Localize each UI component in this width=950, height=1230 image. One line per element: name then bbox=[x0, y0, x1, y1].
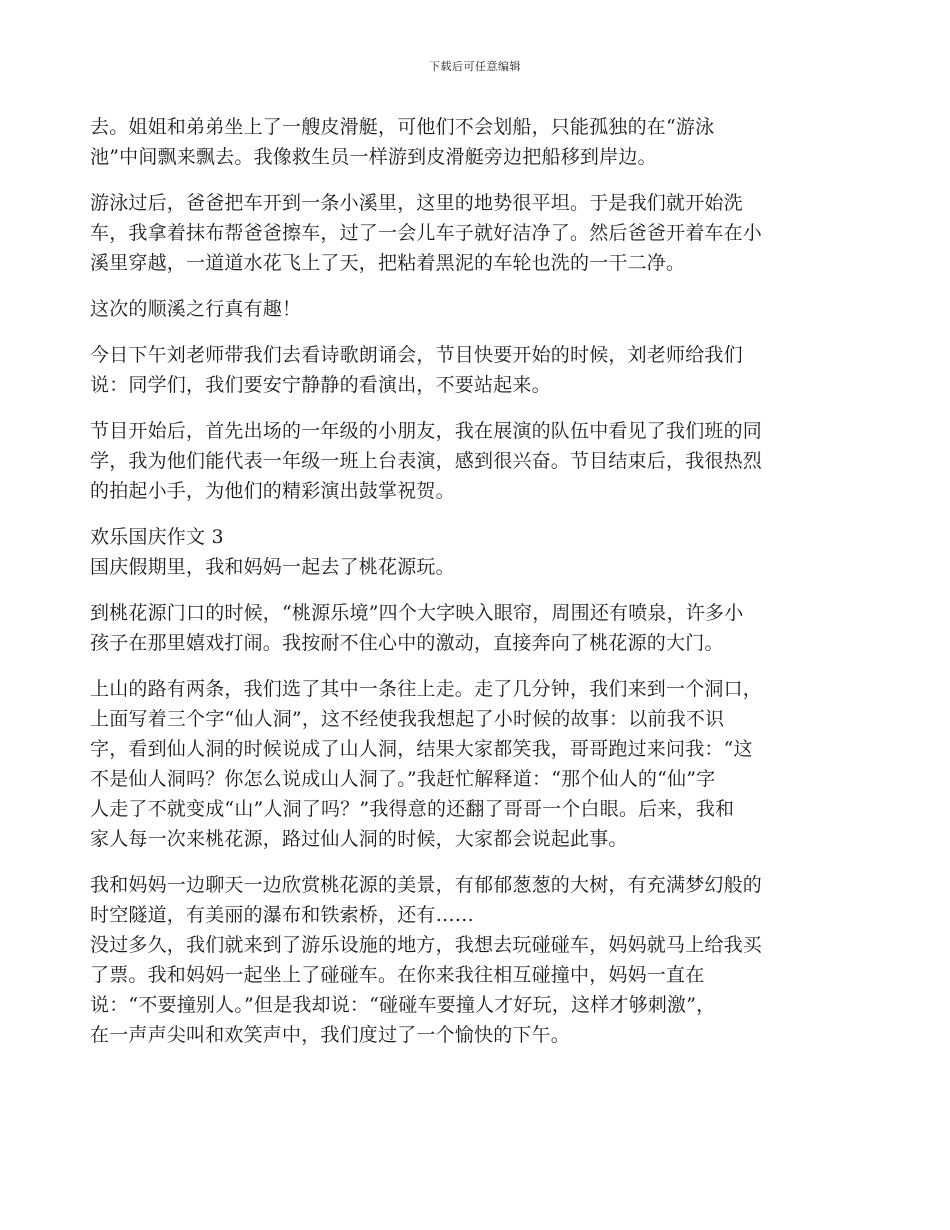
text-line: 溪里穿越，一道道水花飞上了天，把粘着黑泥的车轮也洗的一干二净。 bbox=[90, 252, 686, 274]
paragraph bbox=[90, 674, 865, 854]
text-line: 游泳过后，爸爸把车开到一条小溪里，这里的地势很平坦。于是我们就开始洗 bbox=[90, 192, 743, 214]
text-line: 池”中间飘来飘去。我像救生员一样游到皮滑艇旁边把船移到岸边。 bbox=[90, 146, 657, 168]
text-line: 我和妈妈一边聊天一边欣赏桃花源的美景，有郁郁葱葱的大树，有充满梦幻般的 bbox=[90, 874, 763, 896]
paragraph bbox=[90, 416, 865, 506]
text-line: 孩子在那里嬉戏打闹。我按耐不住心中的激动，直接奔向了桃花源的大门。 bbox=[90, 632, 724, 654]
text-line: 字，看到仙人洞的时候说成了山人洞，结果大家都笑我，哥哥跑过来问我：“这 bbox=[90, 738, 753, 760]
text-line: 说：同学们，我们要安宁静静的看演出，不要站起来。 bbox=[90, 374, 551, 396]
text-line: 去。姐姐和弟弟坐上了一艘皮滑艇，可他们不会划船，只能孤独的在“游泳 bbox=[90, 116, 715, 138]
text-line: 家人每一次来桃花源，路过仙人洞的时候，大家都会说起此事。 bbox=[90, 828, 628, 850]
page-header: 下载后可任意编辑 bbox=[429, 60, 521, 73]
paragraph bbox=[90, 598, 865, 658]
text-line: 不是仙人洞吗？你怎么说成山人洞了。”我赶忙解释道：“那个仙人的“仙”字 bbox=[90, 768, 716, 790]
text-line: 上山的路有两条，我们选了其中一条往上走。走了几分钟，我们来到一个洞口， bbox=[90, 678, 763, 700]
paragraph bbox=[90, 188, 865, 278]
paragraph bbox=[90, 930, 865, 1050]
paragraph bbox=[90, 522, 865, 552]
text-line: 的拍起小手，为他们的精彩演出鼓掌祝贺。 bbox=[90, 480, 455, 502]
text-line: 了票。我和妈妈一起坐上了碰碰车。在你来我往相互碰撞中，妈妈一直在 bbox=[90, 964, 705, 986]
text-line: 学，我为他们能代表一年级一班上台表演，感到很兴奋。节目结束后，我很热烈 bbox=[90, 450, 763, 472]
document-body bbox=[90, 112, 865, 1066]
text-line: 在一声声尖叫和欢笑声中，我们度过了一个愉快的下午。 bbox=[90, 1024, 571, 1046]
text-line: 今日下午刘老师带我们去看诗歌朗诵会，节目快要开始的时候，刘老师给我们 bbox=[90, 344, 743, 366]
text-line: 车，我拿着抹布帮爸爸擦车，过了一会儿车子就好洁净了。然后爸爸开着车在小 bbox=[90, 222, 763, 244]
paragraph bbox=[90, 870, 865, 930]
text-line: 人走了不就变成“山”人洞了吗？”我得意的还翻了哥哥一个白眼。后来，我和 bbox=[90, 798, 735, 820]
text-line: 这次的顺溪之行真有趣！ bbox=[90, 298, 302, 320]
text-line: 到桃花源门口的时候，“桃源乐境”四个大字映入眼帘，周围还有喷泉，许多小 bbox=[90, 602, 744, 624]
text-line: 上面写着三个字“仙人洞”，这不经使我我想起了小时候的故事：以前我不识 bbox=[90, 708, 725, 730]
text-line: 时空隧道，有美丽的瀑布和铁索桥，还有…… bbox=[90, 904, 475, 926]
paragraph bbox=[90, 294, 865, 324]
text-line: 没过多久，我们就来到了游乐设施的地方，我想去玩碰碰车，妈妈就马上给我买 bbox=[90, 934, 763, 956]
text-line: 国庆假期里，我和妈妈一起去了桃花源玩。 bbox=[90, 556, 455, 578]
text-line: 欢乐国庆作文 3 bbox=[90, 526, 224, 548]
paragraph bbox=[90, 552, 865, 582]
text-line: 节目开始后，首先出场的一年级的小朋友，我在展演的队伍中看见了我们班的同 bbox=[90, 420, 763, 442]
paragraph bbox=[90, 340, 865, 400]
text-line: 说：“不要撞别人。”但是我却说：“碰碰车要撞人才好玩，这样才够刺激”， bbox=[90, 994, 716, 1016]
paragraph bbox=[90, 112, 865, 172]
